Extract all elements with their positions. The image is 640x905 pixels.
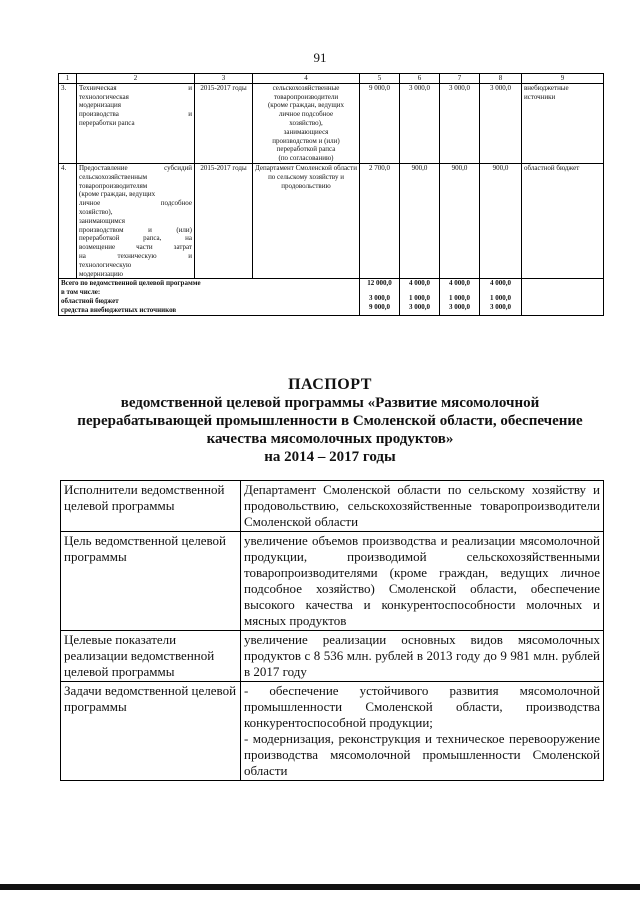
page-number: 91 <box>313 50 327 65</box>
totals-row <box>59 279 604 315</box>
header-cell: 8 <box>480 74 522 84</box>
passport-label: Целевые показатели реализации ведомственной целевой программы <box>61 631 241 682</box>
task-item: - модернизация, реконструкция и техническое перевооружение производства мясомолочной промышленности Смоленской области <box>244 731 600 778</box>
totals-2017: 4 000,0 1 000,0 3 000,0 <box>480 279 522 315</box>
totals-source <box>522 279 604 315</box>
page-bottom-rule <box>0 884 640 890</box>
header-cell: 5 <box>360 74 400 84</box>
passport-value: Департамент Смоленской области по сельскому хозяйству и продовольствию, сельскохозяйственные товаропроизводители Смоленской области <box>241 481 604 532</box>
total-amount: 2 700,0 <box>360 163 400 278</box>
period: 2015-2017 годы <box>195 163 253 278</box>
totals-2016: 4 000,0 1 000,0 3 000,0 <box>440 279 480 315</box>
amount-2016: 3 000,0 <box>440 83 480 163</box>
passport-label: Цель ведомственной целевой программы <box>61 532 241 631</box>
executor: сельскохозяйственные товаропроизводители (кроме граждан, ведущих личное подсобное хозяйство), занимающиеся производством и (или) переработкой рапса (по согласованию) <box>253 83 360 163</box>
passport-subtitle-line: качества мясомолочных продуктов» <box>206 431 454 447</box>
table-row <box>59 83 604 163</box>
total-amount: 9 000,0 <box>360 83 400 163</box>
header-cell: 4 <box>253 74 360 84</box>
funding-source: внебюджетные источники <box>522 83 604 163</box>
executor: Департамент Смоленской области по сельскому хозяйству и продовольствию <box>253 163 360 278</box>
header-cell: 9 <box>522 74 604 84</box>
table-row <box>59 163 604 278</box>
passport-label: Задачи ведомственной целевой программы <box>61 682 241 781</box>
table-row <box>61 532 604 631</box>
amount-2017: 900,0 <box>480 163 522 278</box>
passport-title <box>60 376 600 466</box>
header-cell: 1 <box>59 74 77 84</box>
passport-subtitle-line: ведомственной целевой программы «Развитие мясомолочной <box>120 395 540 411</box>
measure-name: Техническая и технологическая модернизация производства и переработки рапса <box>77 83 195 163</box>
passport-subtitle-line: на 2014 – 2017 годы <box>264 449 396 465</box>
row-number: 3. <box>59 83 77 163</box>
totals-labels: Всего по ведомственной целевой программе в том числе: областной бюджет средства внебюджетных источников <box>59 279 360 315</box>
task-item: - обеспечение устойчивого развития мясомолочной промышленности Смоленской области, производства конкурентоспособной продукции; <box>244 683 600 730</box>
passport-subtitle-line: перерабатывающей промышленности в Смоленской области, обеспечение <box>77 413 583 429</box>
amount-2016: 900,0 <box>440 163 480 278</box>
header-cell: 3 <box>195 74 253 84</box>
amount-2015: 3 000,0 <box>400 83 440 163</box>
passport-heading: ПАСПОРТ <box>288 376 372 393</box>
table-row <box>61 631 604 682</box>
funding-source: областной бюджет <box>522 163 604 278</box>
passport-table <box>60 480 604 781</box>
header-cell: 6 <box>400 74 440 84</box>
passport-value: увеличение реализации основных видов мясомолочных продуктов с 8 536 млн. рублей в 2013 году до 9 981 млн. рублей в 2017 году <box>241 631 604 682</box>
table-header-row <box>59 74 604 84</box>
measure-name: Предоставление субсидий сельскохозяйственным товаропроизводителям (кроме граждан, ведущих личное подсобное хозяйство), занимающимся производством и (или) переработкой рапса, на возмещение части затрат на техническую и технологическую модернизацию <box>77 163 195 278</box>
period: 2015-2017 годы <box>195 83 253 163</box>
measures-table <box>58 73 604 316</box>
totals-2015: 4 000,0 1 000,0 3 000,0 <box>400 279 440 315</box>
passport-label: Исполнители ведомственной целевой программы <box>61 481 241 532</box>
passport-value: увеличение объемов производства и реализации мясомолочной продукции, производимой сельскохозяйственными товаропроизводителями (кроме граждан, ведущих личное подсобное хозяйство) Смоленской области, обеспечение высокого качества и конкурентоспособности молочных и мясных продуктов <box>241 532 604 631</box>
amount-2015: 900,0 <box>400 163 440 278</box>
header-cell: 2 <box>77 74 195 84</box>
header-cell: 7 <box>440 74 480 84</box>
table-row <box>61 481 604 532</box>
totals-sum: 12 000,0 3 000,0 9 000,0 <box>360 279 400 315</box>
row-number: 4. <box>59 163 77 278</box>
amount-2017: 3 000,0 <box>480 83 522 163</box>
table-row <box>61 682 604 781</box>
passport-value <box>241 682 604 781</box>
